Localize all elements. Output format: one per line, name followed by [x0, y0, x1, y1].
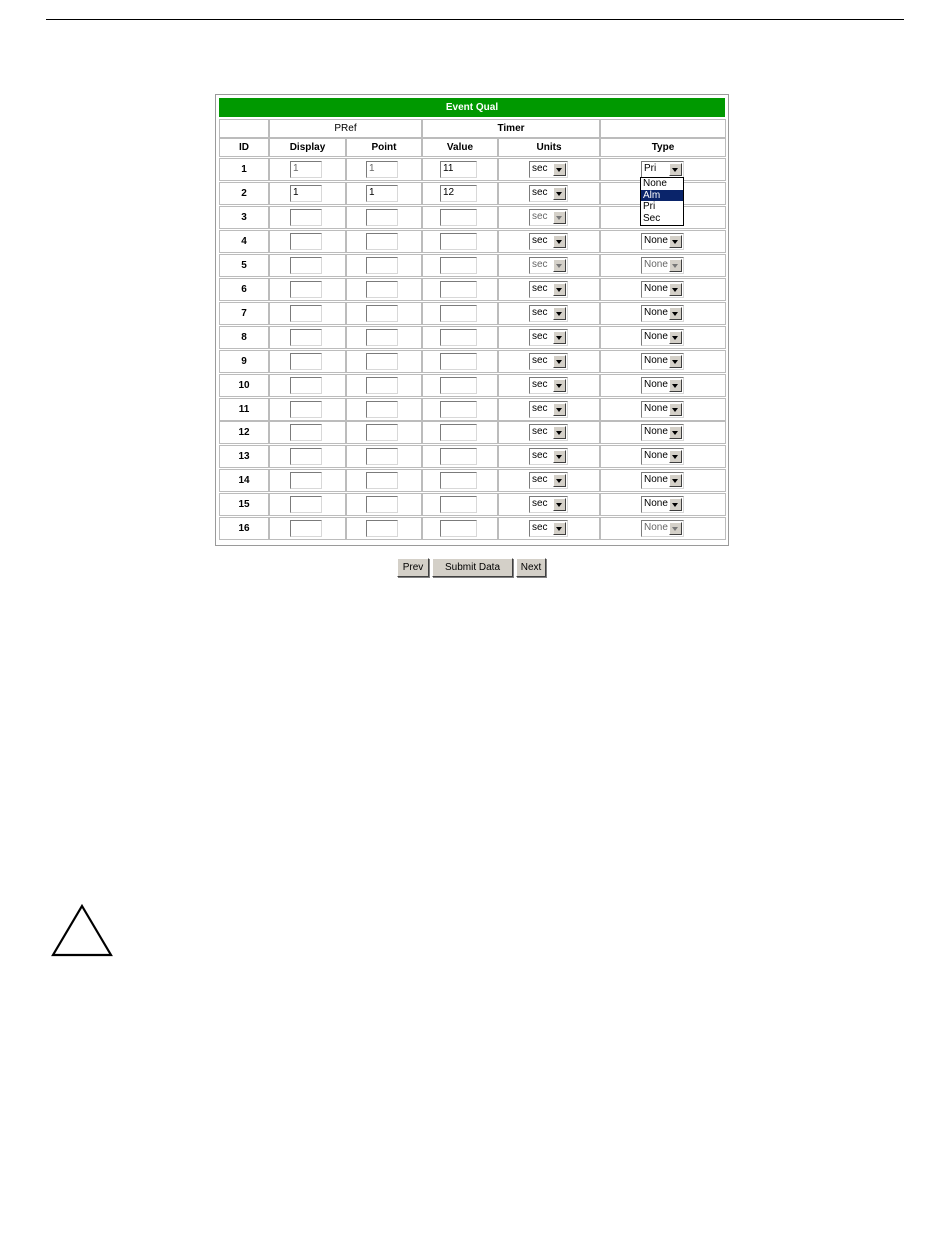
display-input[interactable]: 1	[290, 161, 322, 178]
type-select[interactable]	[641, 161, 684, 178]
type-dropdown-list[interactable]	[640, 177, 684, 226]
chevron-down-icon[interactable]	[669, 235, 682, 248]
units-select-value: sec	[532, 163, 548, 174]
point-input[interactable]	[366, 329, 398, 346]
chevron-down-icon[interactable]	[553, 211, 566, 224]
type-select[interactable]	[641, 377, 684, 394]
units-select[interactable]	[529, 520, 568, 537]
display-input[interactable]	[290, 424, 322, 441]
units-select-value: sec	[532, 211, 548, 222]
display-input[interactable]	[290, 281, 322, 298]
chevron-down-icon[interactable]	[553, 307, 566, 320]
value-input[interactable]: 12	[440, 185, 477, 202]
value-input[interactable]	[440, 401, 477, 418]
units-select-value: sec	[532, 259, 548, 270]
units-select-value: sec	[532, 450, 548, 461]
column-header-value: Value	[422, 138, 498, 157]
type-select[interactable]	[641, 424, 684, 441]
point-input[interactable]	[366, 496, 398, 513]
type-select-value: None	[644, 474, 668, 485]
value-input[interactable]	[440, 353, 477, 370]
chevron-down-icon[interactable]	[553, 235, 566, 248]
units-select[interactable]	[529, 377, 568, 394]
units-select[interactable]	[529, 161, 568, 178]
prev-button[interactable]: Prev	[397, 558, 429, 577]
type-select[interactable]	[641, 448, 684, 465]
display-input[interactable]	[290, 329, 322, 346]
type-select-value: None	[644, 259, 668, 270]
row-id: 3	[219, 206, 269, 229]
units-select-value: sec	[532, 235, 548, 246]
point-input[interactable]	[366, 353, 398, 370]
chevron-down-icon[interactable]	[669, 379, 682, 392]
point-input[interactable]	[366, 377, 398, 394]
type-select-value: None	[644, 307, 668, 318]
chevron-down-icon[interactable]	[669, 331, 682, 344]
units-select-value: sec	[532, 379, 548, 390]
point-input[interactable]	[366, 448, 398, 465]
units-select-value: sec	[532, 355, 548, 366]
group-header-blank-right	[600, 119, 726, 138]
display-input[interactable]: 1	[290, 185, 322, 202]
type-select[interactable]	[641, 281, 684, 298]
chevron-down-icon[interactable]	[553, 331, 566, 344]
units-select[interactable]	[529, 401, 568, 418]
chevron-down-icon[interactable]	[669, 283, 682, 296]
units-select-value: sec	[532, 307, 548, 318]
type-select[interactable]	[641, 401, 684, 418]
units-select-value: sec	[532, 474, 548, 485]
submit-data-button[interactable]: Submit Data	[432, 558, 513, 577]
group-header-blank-left	[219, 119, 269, 138]
units-select[interactable]	[529, 329, 568, 346]
row-id: 5	[219, 254, 269, 277]
display-input[interactable]	[290, 305, 322, 322]
units-select[interactable]	[529, 448, 568, 465]
type-select-value: None	[644, 235, 668, 246]
display-input[interactable]	[290, 401, 322, 418]
row-id: 1	[219, 158, 269, 181]
chevron-down-icon[interactable]	[669, 498, 682, 511]
next-button[interactable]: Next	[516, 558, 546, 577]
chevron-down-icon[interactable]	[553, 355, 566, 368]
units-select[interactable]	[529, 496, 568, 513]
display-input[interactable]	[290, 448, 322, 465]
display-input[interactable]	[290, 257, 322, 274]
point-input[interactable]	[366, 209, 398, 226]
chevron-down-icon[interactable]	[669, 474, 682, 487]
column-header-point: Point	[346, 138, 422, 157]
point-input[interactable]	[366, 257, 398, 274]
type-option-sec[interactable]: Sec	[643, 212, 661, 224]
row-id: 15	[219, 493, 269, 516]
row-id: 6	[219, 278, 269, 301]
point-input[interactable]	[366, 281, 398, 298]
units-select[interactable]	[529, 257, 568, 274]
type-select[interactable]	[641, 496, 684, 513]
column-header-display: Display	[269, 138, 346, 157]
units-select[interactable]	[529, 281, 568, 298]
value-input[interactable]	[440, 520, 477, 537]
type-select-value: None	[644, 426, 668, 437]
row-id: 16	[219, 517, 269, 540]
point-input[interactable]	[366, 472, 398, 489]
chevron-down-icon[interactable]	[553, 283, 566, 296]
type-select[interactable]	[641, 257, 684, 274]
display-input[interactable]	[290, 377, 322, 394]
value-input[interactable]	[440, 448, 477, 465]
point-input[interactable]: 1	[366, 185, 398, 202]
display-input[interactable]	[290, 209, 322, 226]
units-select[interactable]	[529, 233, 568, 250]
row-id: 9	[219, 350, 269, 373]
row-id: 7	[219, 302, 269, 325]
row-id: 14	[219, 469, 269, 492]
type-select-value: None	[644, 498, 668, 509]
chevron-down-icon[interactable]	[669, 163, 682, 176]
column-header-type: Type	[600, 138, 726, 157]
value-input[interactable]	[440, 424, 477, 441]
chevron-down-icon[interactable]	[553, 259, 566, 272]
type-select-value: Pri	[644, 163, 657, 174]
units-select-value: sec	[532, 426, 548, 437]
units-select-value: sec	[532, 403, 548, 414]
chevron-down-icon[interactable]	[553, 379, 566, 392]
chevron-down-icon[interactable]	[669, 426, 682, 439]
display-input[interactable]	[290, 496, 322, 513]
type-select[interactable]	[641, 353, 684, 370]
column-header-units: Units	[498, 138, 600, 157]
units-select-value: sec	[532, 498, 548, 509]
units-select-value: sec	[532, 187, 548, 198]
value-input[interactable]	[440, 377, 477, 394]
type-select-value: None	[644, 522, 668, 533]
display-input[interactable]	[290, 472, 322, 489]
chevron-down-icon[interactable]	[669, 403, 682, 416]
column-header-id: ID	[219, 138, 269, 157]
units-select[interactable]	[529, 305, 568, 322]
type-select-value: None	[644, 283, 668, 294]
value-input[interactable]	[440, 305, 477, 322]
value-input[interactable]	[440, 329, 477, 346]
type-select[interactable]	[641, 305, 684, 322]
chevron-down-icon[interactable]	[669, 259, 682, 272]
chevron-down-icon[interactable]	[553, 498, 566, 511]
type-select-value: None	[644, 331, 668, 342]
type-select[interactable]	[641, 329, 684, 346]
row-id: 4	[219, 230, 269, 253]
units-select-value: sec	[532, 331, 548, 342]
row-id: 13	[219, 445, 269, 468]
units-select[interactable]	[529, 424, 568, 441]
point-input[interactable]	[366, 424, 398, 441]
page-top-rule	[46, 19, 904, 20]
chevron-down-icon[interactable]	[669, 307, 682, 320]
point-input[interactable]: 1	[366, 161, 398, 178]
group-header-pref: PRef	[269, 119, 422, 138]
chevron-down-icon[interactable]	[553, 187, 566, 200]
type-select-value: None	[644, 379, 668, 390]
display-input[interactable]	[290, 353, 322, 370]
value-input[interactable]	[440, 257, 477, 274]
row-id: 8	[219, 326, 269, 349]
display-input[interactable]	[290, 520, 322, 537]
type-select-value: None	[644, 450, 668, 461]
type-option-alm[interactable]: Alm	[641, 190, 683, 202]
value-input[interactable]	[440, 281, 477, 298]
value-input[interactable]: 11	[440, 161, 477, 178]
point-input[interactable]	[366, 401, 398, 418]
event-qual-form	[215, 94, 729, 546]
type-option-none[interactable]: None	[643, 178, 667, 189]
row-id: 2	[219, 182, 269, 205]
chevron-down-icon[interactable]	[553, 450, 566, 463]
units-select[interactable]	[529, 209, 568, 226]
point-input[interactable]	[366, 233, 398, 250]
row-id: 10	[219, 374, 269, 397]
point-input[interactable]	[366, 305, 398, 322]
chevron-down-icon[interactable]	[553, 426, 566, 439]
value-input[interactable]	[440, 472, 477, 489]
type-select[interactable]	[641, 472, 684, 489]
form-title: Event Qual	[219, 98, 725, 117]
chevron-down-icon[interactable]	[553, 522, 566, 535]
display-input[interactable]	[290, 233, 322, 250]
type-select[interactable]	[641, 233, 684, 250]
chevron-down-icon[interactable]	[553, 163, 566, 176]
units-select[interactable]	[529, 472, 568, 489]
group-header-timer: Timer	[422, 119, 600, 138]
value-input[interactable]	[440, 496, 477, 513]
type-option-pri[interactable]: Pri	[643, 201, 656, 212]
units-select-value: sec	[532, 283, 548, 294]
units-select-value: sec	[532, 522, 548, 533]
chevron-down-icon[interactable]	[553, 403, 566, 416]
row-id: 12	[219, 421, 269, 444]
value-input[interactable]	[440, 233, 477, 250]
row-id: 11	[219, 398, 269, 421]
value-input[interactable]	[440, 209, 477, 226]
type-select-value: None	[644, 403, 668, 414]
units-select[interactable]	[529, 185, 568, 202]
point-input[interactable]	[366, 520, 398, 537]
units-select[interactable]	[529, 353, 568, 370]
type-select[interactable]	[641, 520, 684, 537]
chevron-down-icon[interactable]	[669, 355, 682, 368]
type-select-value: None	[644, 355, 668, 366]
chevron-down-icon[interactable]	[669, 522, 682, 535]
caution-triangle-icon	[50, 904, 114, 958]
chevron-down-icon[interactable]	[553, 474, 566, 487]
chevron-down-icon[interactable]	[669, 450, 682, 463]
